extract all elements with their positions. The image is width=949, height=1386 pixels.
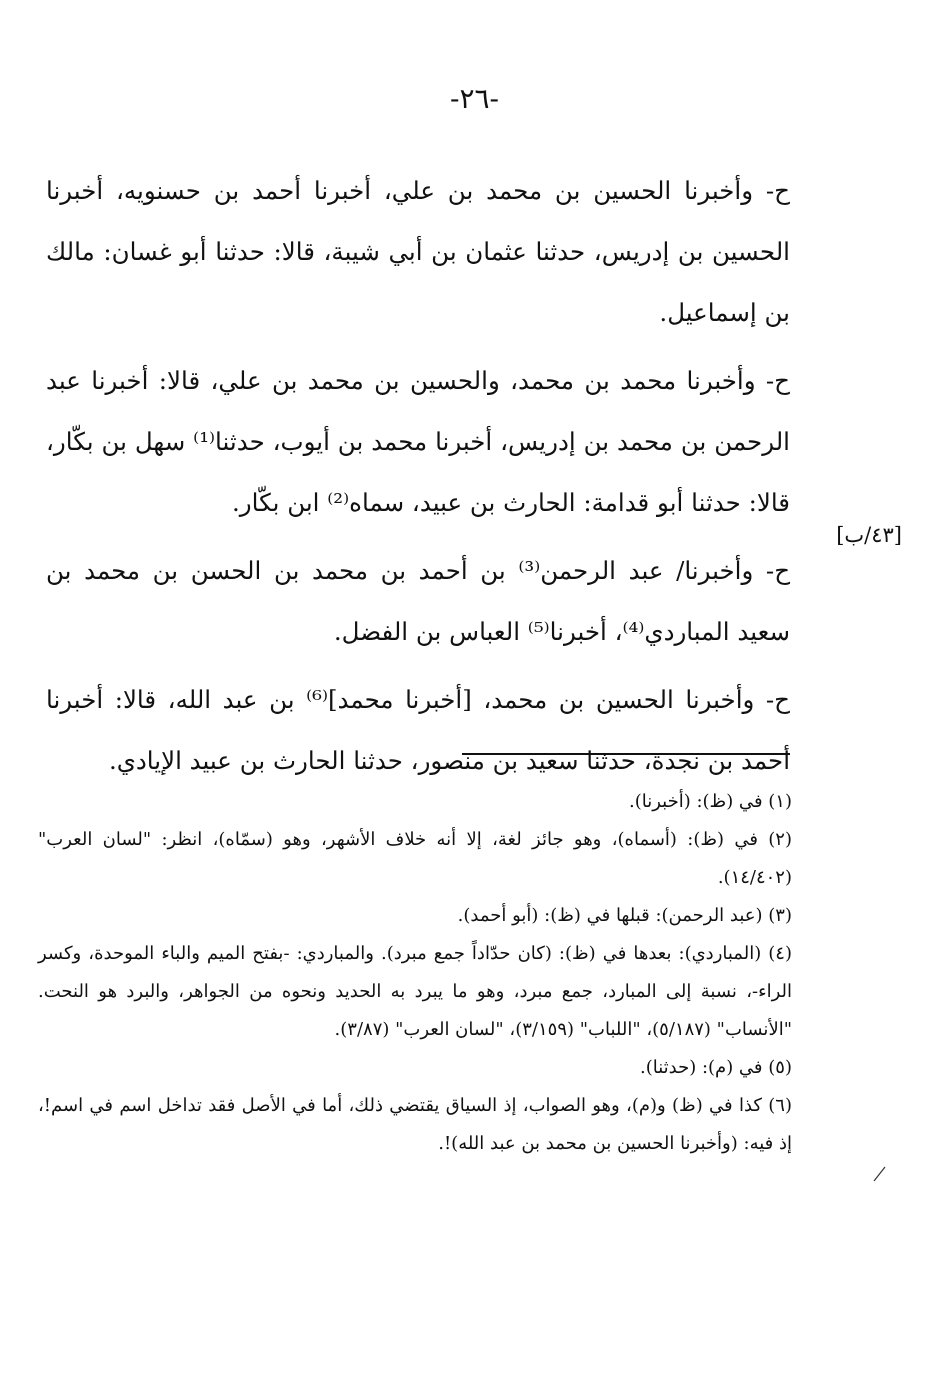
footnote-4: (٤) (المباردي): بعدها في (ظ): (كان حدّاداً جمع مبرد). والمباردي: -بفتح الميم والباء الموحدة، وكسر الراء-، نسبة إلى المبارد، جمع مبرد، وهو ما يبرد به الحديد ونحوه من الجواهر، والبرد هو النحت. "الأنساب" (٥/١٨٧)، "اللباب" (٣/١٥٩)، "لسان العرب" (٣/٨٧).	[38, 943, 792, 1040]
footnotes	[38, 783, 792, 1163]
paragraph-2: ح- وأخبرنا محمد بن محمد، والحسين بن محمد بن علي، قالا: أخبرنا عبد الرحمن بن محمد بن إدريس، أخبرنا محمد بن أيوب، حدثنا⁽¹⁾ سهل بن بكّار، قالا: حدثنا أبو قدامة: الحارث بن عبيد، سماه⁽²⁾ ابن بكّار.	[46, 366, 790, 517]
footnote-separator	[462, 753, 790, 755]
footnote-5: (٥) في (م): (حدثنا).	[639, 1057, 792, 1078]
footnote-2: (٢) في (ظ): (أسماه)، وهو جائز لغة، إلا أنه خلاف الأشهر، وهو (سمّاه)، انظر: "لسان العرب" (١٤/٤٠٢).	[38, 829, 792, 888]
page-number: -٢٦-	[449, 82, 499, 115]
footnote-6: (٦) كذا في (ظ) و(م)، وهو الصواب، إذ السياق يقتضي ذلك، أما في الأصل فقد تداخل اسم في اسم!، إذ فيه: (وأخبرنا الحسين بن محمد بن عبد الله)!.	[38, 1095, 792, 1154]
manuscript-folio-marker: [٤٣/ب]	[836, 523, 902, 547]
main-text	[46, 160, 790, 798]
pen-mark	[872, 1166, 886, 1182]
paragraph-3: ح- وأخبرنا/ عبد الرحمن⁽³⁾ بن أحمد بن محمد بن الحسن بن محمد بن سعيد المباردي⁽⁴⁾، أخبرنا⁽⁵⁾ العباس بن الفضل.	[46, 556, 791, 646]
paragraph-4: ح- وأخبرنا الحسين بن محمد، [أخبرنا محمد]⁽⁶⁾ بن عبد الله، قالا: أخبرنا أحمد بن نجدة، حدثنا سعيد بن منصور، حدثنا الحارث بن عبيد الإيادي.	[46, 685, 790, 775]
footnote-1: (١) في (ظ): (أخبرنا).	[628, 791, 792, 812]
paragraph-1: ح- وأخبرنا الحسين بن محمد بن علي، أخبرنا أحمد بن حسنويه، أخبرنا الحسين بن إدريس، حدثنا عثمان بن أبي شيبة، قالا: حدثنا أبو غسان: مالك بن إسماعيل.	[46, 176, 790, 327]
footnote-3: (٣) (عبد الرحمن): قبلها في (ظ): (أبو أحمد).	[457, 905, 792, 926]
